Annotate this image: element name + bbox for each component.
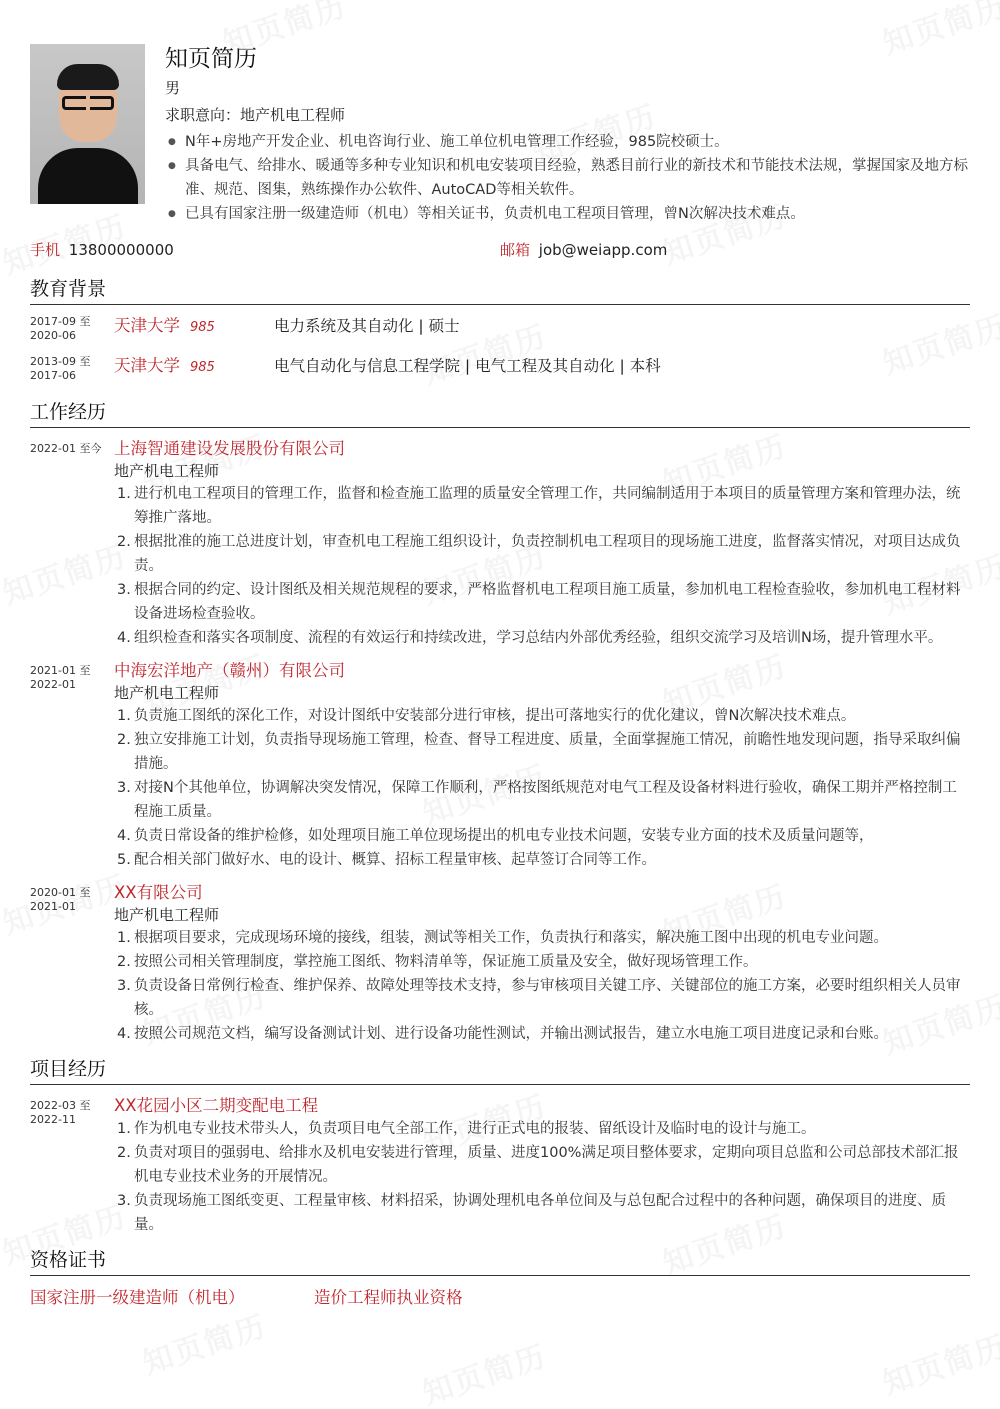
section-title: 资格证书 <box>30 1247 970 1276</box>
company-name: 中海宏洋地产（赣州）有限公司 <box>114 661 345 680</box>
candidate-name: 知页简历 <box>165 46 257 72</box>
education-section <box>30 276 970 395</box>
task-item: 3. 负责现场施工图纸变更、工程量审核、材料招采，协调处理机电各单位间及与总包配合过程中的各种问题，确保项目的进度、质量。 <box>117 1193 946 1233</box>
task-item: 4. 按照公司规范文档，编写设备测试计划、进行设备功能性测试，并输出测试报告，建立水电施工项目进度记录和台账。 <box>117 1026 888 1042</box>
date-range: 2022-01 至今 <box>30 442 102 455</box>
work-item <box>30 882 970 1046</box>
email-label: 邮箱 <box>500 241 531 259</box>
task-item: 4. 组织检查和落实各项制度、流程的有效运行和持续改进，学习总结内外部优秀经验，组织交流学习及培训N场，提升管理水平。 <box>117 630 943 646</box>
section-title: 项目经历 <box>30 1056 970 1085</box>
section-title: 教育背景 <box>30 276 970 305</box>
work-section <box>30 399 970 1046</box>
task-list <box>114 704 970 872</box>
school-name: 天津大学 985 <box>114 316 215 335</box>
phone-contact <box>30 238 500 262</box>
date-range: 2020-01 至 2021-01 <box>30 886 91 913</box>
company-name: XX有限公司 <box>114 883 203 902</box>
job-intent: 求职意向：地产机电工程师 <box>165 106 346 124</box>
date-range: 2017-09 至 2020-06 <box>30 315 91 342</box>
task-item: 1. 根据项目要求，完成现场环境的接线，组装，测试等相关工作，负责执行和落实，解决施工图中出现的机电专业问题。 <box>117 930 888 946</box>
job-role: 地产机电工程师 <box>114 684 220 702</box>
task-item: 2. 独立安排施工计划，负责指导现场施工管理，检查、督导工程进度、质量，全面掌握施工情况，前瞻性地发现问题，指导采取纠偏措施。 <box>117 732 961 772</box>
email-value: job@weiapp.com <box>538 241 668 259</box>
school-tag: 985 <box>190 320 215 335</box>
task-item: 2. 按照公司相关管理制度，掌控施工图纸、物料清单等，保证施工质量及安全，做好现场管理工作。 <box>117 954 758 970</box>
task-item: 3. 根据合同的约定、设计图纸及相关规范规程的要求，严格监督机电工程项目施工质量，参加机电工程检查验收，参加机电工程材料设备进场检查验收。 <box>117 582 961 622</box>
profile-info <box>165 44 970 226</box>
date-range: 2022-03 至 2022-11 <box>30 1099 91 1126</box>
task-item: 1. 负责施工图纸的深化工作，对设计图纸中安装部分进行审核，提出可落地实行的优化建议，曾N次解决技术难点。 <box>117 708 856 724</box>
degree: 电力系统及其自动化 | 硕士 <box>274 317 460 335</box>
work-item <box>30 438 970 650</box>
summary-item: ● 已具有国家注册一级建造师（机电）等相关证书，负责机电工程项目管理，曾N次解决技术难点。 <box>165 202 970 226</box>
task-item: 1. 作为机电专业技术带头人，负责项目电气全部工作，进行正式电的报装、留纸设计及临时电的设计与施工。 <box>117 1121 816 1137</box>
school-name: 天津大学 985 <box>114 356 215 375</box>
task-list <box>114 1117 970 1237</box>
cert-section <box>30 1247 970 1310</box>
work-item <box>30 660 970 872</box>
task-list <box>114 482 970 650</box>
task-item: 2. 负责对项目的强弱电、给排水及机电安装进行管理，质量、进度100%满足项目整体要求，定期向项目总监和公司总部技术部汇报机电专业技术业务的开展情况。 <box>117 1145 959 1185</box>
cert-item: 造价工程师执业资格 <box>314 1288 463 1307</box>
date-range: 2021-01 至 2022-01 <box>30 664 91 691</box>
summary-item: ● 具备电气、给排水、暖通等多种专业知识和机电安装项目经验，熟悉目前行业的新技术和节能技术法规，掌握国家及地方标准、规范、图集，熟练操作办公软件、AutoCAD等相关软件。 <box>165 154 970 202</box>
school-tag: 985 <box>190 360 215 375</box>
education-item <box>30 315 970 355</box>
job-role: 地产机电工程师 <box>114 906 220 924</box>
task-item: 3. 对接N个其他单位，协调解决突发情况，保障工作顺利，严格按图纸规范对电气工程及设备材料进行验收，确保工期并严格控制工程施工质量。 <box>117 780 957 820</box>
task-list <box>114 926 970 1046</box>
contact-row <box>30 238 970 262</box>
candidate-gender: 男 <box>165 79 181 97</box>
job-role: 地产机电工程师 <box>114 462 220 480</box>
project-section <box>30 1056 970 1237</box>
phone-label: 手机 <box>30 241 61 259</box>
phone-value: 13800000000 <box>68 241 174 259</box>
degree: 电气自动化与信息工程学院 | 电气工程及其自动化 | 本科 <box>274 357 661 375</box>
task-item: 1. 进行机电工程项目的管理工作，监督和检查施工监理的质量安全管理工作，共同编制适用于本项目的质量管理方案和管理办法，统筹推广落地。 <box>117 486 961 526</box>
project-item <box>30 1095 970 1237</box>
date-range: 2013-09 至 2017-06 <box>30 355 91 382</box>
profile-header <box>30 44 970 226</box>
summary-item: ● N年+房地产开发企业、机电咨询行业、施工单位机电管理工作经验，985院校硕士。 <box>165 130 970 154</box>
email-contact <box>500 238 970 262</box>
task-item: 5. 配合相关部门做好水、电的设计、概算、招标工程量审核、起草签订合同等工作。 <box>117 852 656 868</box>
summary-list <box>165 130 970 226</box>
task-item: 4. 负责日常设备的维护检修，如处理项目施工单位现场提出的机电专业技术问题，安装专业方面的技术及质量问题等， <box>117 828 874 844</box>
education-item <box>30 355 970 395</box>
company-name: 上海智通建设发展股份有限公司 <box>114 439 345 458</box>
task-item: 3. 负责设备日常例行检查、维护保养、故障处理等技术支持，参与审核项目关键工序、关键部位的施工方案，必要时组织相关人员审核。 <box>117 978 961 1018</box>
project-name: XX花园小区二期变配电工程 <box>114 1096 319 1115</box>
section-title: 工作经历 <box>30 399 970 428</box>
profile-photo <box>30 44 145 204</box>
task-item: 2. 根据批准的施工总进度计划，审查机电工程施工组织设计，负责控制机电工程项目的现场施工进度，监督落实情况，对项目达成负责。 <box>117 534 961 574</box>
cert-item: 国家注册一级建造师（机电） <box>30 1288 245 1307</box>
